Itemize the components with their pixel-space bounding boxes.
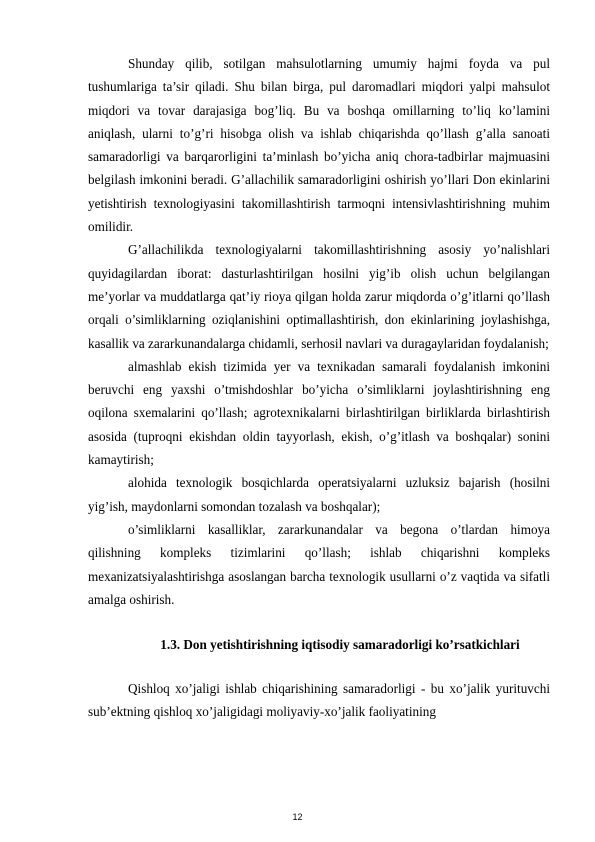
document-page bbox=[88, 52, 550, 724]
page-number: 12 bbox=[292, 812, 303, 822]
paragraph-efficiency-definition: Qishloq xo’jaligi ishlab chiqarishining samaradorligi - bu xo’jalik yurituvchi sub’ektning qishloq xo’jaligidagi moliyaviy-xo’jalik faoliyatining bbox=[88, 681, 550, 720]
paragraph-crop-rotation: almashlab ekish tizimida yer va texnikadan samarali foydalanish imkonini beruvchi eng yaxshi o’tmishdoshlar bo’yicha o’simliklarni joylashtirishning eng oqilona sxemalarini qo’llash; agrotexnikalarni birlashtirilgan birliklarda birlashtirish asosida (tuproqni ekishdan oldin tayyorlash, ekish, o’g’itlash va boshqalar) sonini kamaytirish; bbox=[88, 358, 550, 468]
section-heading: 1.3. Don yetishtirishning iqtisodiy samaradorligi ko’rsatkichlari bbox=[160, 637, 520, 653]
paragraph-technology-directions: G’allachilikda texnologiyalarni takomillashtirishning asosiy yo’nalishlari quyidagilardan iborat: dasturlashtirilgan hosilni yig’ib olish uchun belgilangan me’yorlar va muddatlarga qat’iy rioya qilgan holda zarur miqdorda o’g’itlarni qo’llash orqali o’simliklarning oziqlanishini optimallashtirish, don ekinlarining joylashishga, kasallik va zararkunandalarga chidamli, serhosil navlari va duragaylaridan foydalanish; bbox=[88, 242, 550, 351]
paragraph-continuous-operations: alohida texnologik bosqichlarda operatsiyalarni uzluksiz bajarish (hosilni yig’ish, maydonlarni somondan tozalash va boshqalar); bbox=[88, 475, 550, 514]
paragraph-plant-protection: o’simliklarni kasalliklar, zararkunandalar va begona o’tlardan himoya qilishning kompleks tizimlarini qo’llash; ishlab chiqarishni kompleks mexanizatsiyalashtirishga asoslangan barcha texnologik usullarni o’z vaqtida va sifatli amalga oshirish. bbox=[88, 521, 550, 607]
paragraph-grain-output-factors: Shunday qilib, sotilgan mahsulotlarning umumiy hajmi foyda va pul tushumlariga ta’sir qiladi. Shu bilan birga, pul daromadlari miqdori yalpi mahsulot miqdori va tovar darajasiga bog’liq. Bu va boshqa omillarning to’liq ko’lamini aniqlash, ularni to’g’ri hisobga olish va ishlab chiqarishda qo’llash g’alla sanoati samaradorligi va barqarorligini ta’minlash bo’yicha aniq chora-tadbirlar majmuasini belgilash imkonini beradi. G’allachilik samaradorligini oshirish yo’llari Don ekinlarini yetishtirish texnologiyasini takomillashtirish tarmoqni intensivlashtirishning muhim omilidir. bbox=[88, 56, 550, 235]
